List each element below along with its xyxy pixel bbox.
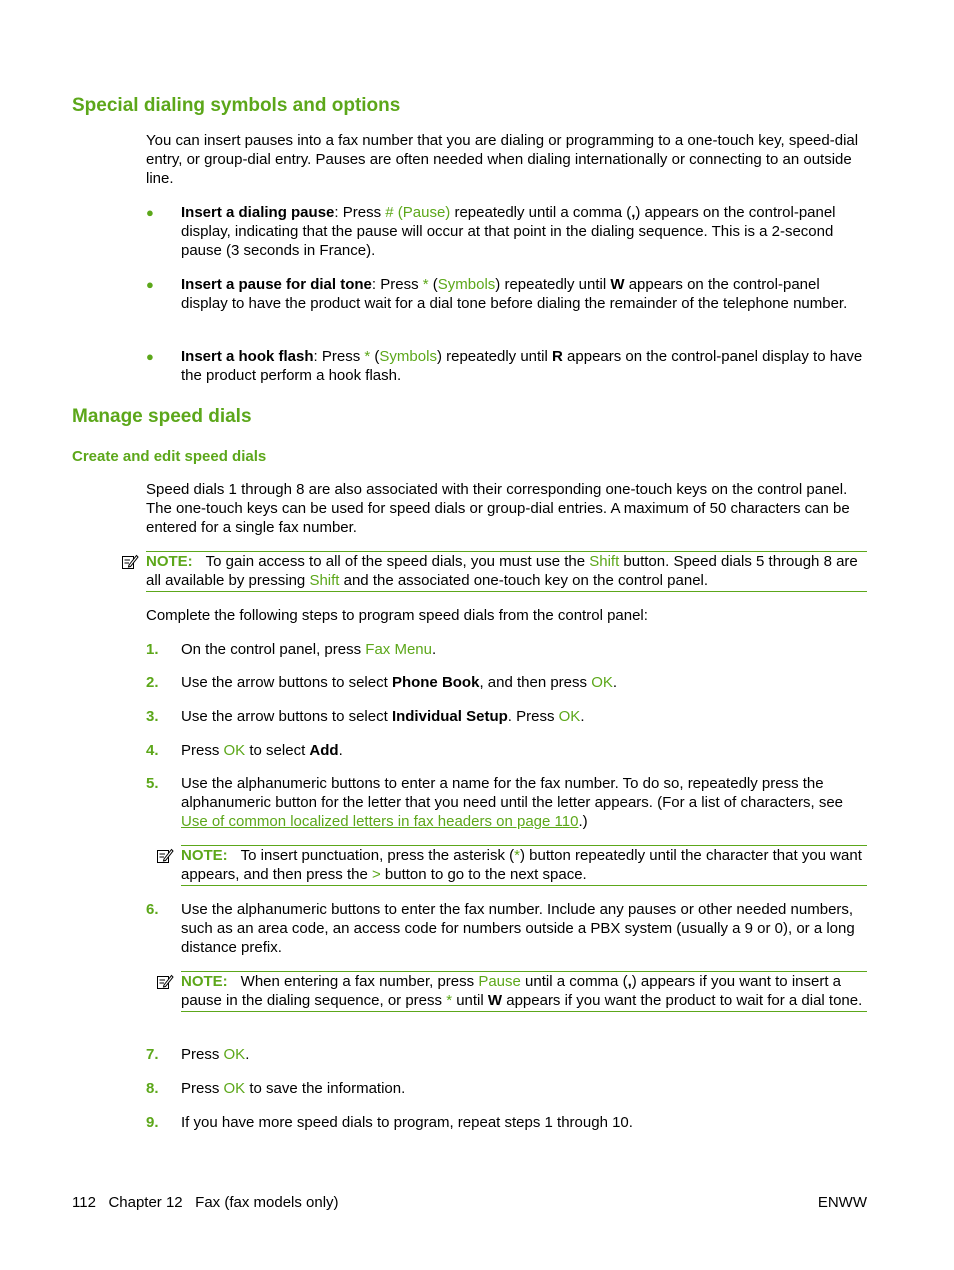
page-footer-right: ENWW xyxy=(817,1194,867,1211)
step-text: On the control panel, press Fax Menu. xyxy=(181,641,437,658)
step-number: 2. xyxy=(146,674,159,691)
step-number: 7. xyxy=(146,1046,159,1063)
note-text: NOTE: When entering a fax number, press Pause until a comma (,) appears if you want to insert a pause in the dialing sequence, or press * until W appears if you want the product to wait for a dial tone. xyxy=(181,973,863,1009)
chapter-label: Chapter 12 xyxy=(108,1194,183,1211)
step-text: Use the arrow buttons to select Phone Book, and then press OK. xyxy=(181,674,618,691)
step-text: Use the alphanumeric buttons to enter a name for the fax number. To do so, repeatedly press the alphanumeric button for the letter that you need until the letter appears. (For a list of characters, see Use of common localized letters in fax headers on page 110.) xyxy=(181,775,844,830)
note-pencil-icon xyxy=(156,847,174,865)
note-box xyxy=(181,845,867,886)
steps-intro: Complete the following steps to program speed dials from the control panel: xyxy=(146,607,648,624)
page-number: 112 xyxy=(72,1194,96,1211)
step-number: 8. xyxy=(146,1080,159,1097)
step-text: Press OK to select Add. xyxy=(181,742,343,759)
bullet-text: Insert a pause for dial tone: Press * (Symbols) repeatedly until W appears on the control-panel display to have the product wait for a dial tone before dialing the remainder of the telephone number. xyxy=(181,276,848,312)
step-text: If you have more speed dials to program, repeat steps 1 through 10. xyxy=(181,1114,633,1131)
step-number: 3. xyxy=(146,708,159,725)
note-pencil-icon xyxy=(121,553,139,571)
step-number: 1. xyxy=(146,641,159,658)
step-text: Use the arrow buttons to select Individual Setup. Press OK. xyxy=(181,708,585,725)
bullet-text: Insert a dialing pause: Press # (Pause) repeatedly until a comma (,) appears on the control-panel display, indicating that the pause will occur at that point in the dialing sequence. This is a 2-second pause (3 seconds in France). xyxy=(181,204,836,259)
bullet-dot-icon: ● xyxy=(146,277,154,292)
cross-reference-link[interactable]: Use of common localized letters in fax headers on page 110 xyxy=(181,813,579,830)
note-box xyxy=(146,551,867,592)
step-number: 5. xyxy=(146,775,159,792)
step-text: Use the alphanumeric buttons to enter the fax number. Include any pauses or other needed numbers, such as an area code, an access code for numbers outside a PBX system (usually a 9 or 0), or a long distance prefix. xyxy=(181,901,855,956)
note-text: NOTE: To insert punctuation, press the asterisk (*) button repeatedly until the character that you want appears, and then press the > button to go to the next space. xyxy=(181,847,862,883)
step-number: 9. xyxy=(146,1114,159,1131)
note-label: NOTE: xyxy=(146,553,193,570)
bullet-dot-icon: ● xyxy=(146,205,154,220)
note-pencil-icon xyxy=(156,973,174,991)
page-footer-left xyxy=(72,1193,339,1212)
section-intro-pauses: You can insert pauses into a fax number that you are dialing or programming to a one-touch key, speed-dial entry, or group-dial entry. Pauses are often needed when dialing internationally or connecting to an outside line. xyxy=(146,132,859,187)
note-label: NOTE: xyxy=(181,973,228,990)
bullet-dot-icon: ● xyxy=(146,349,154,364)
bullet-text: Insert a hook flash: Press * (Symbols) repeatedly until R appears on the control-panel display to have the product perform a hook flash. xyxy=(181,348,863,384)
step-text: Press OK to save the information. xyxy=(181,1080,406,1097)
section-title-manage-speed-dials: Manage speed dials xyxy=(72,406,252,427)
subsection-title-create-edit: Create and edit speed dials xyxy=(72,448,267,465)
note-box xyxy=(181,971,867,1012)
note-text: NOTE: To gain access to all of the speed dials, you must use the Shift button. Speed dials 5 through 8 are all available by pressing Shift and the associated one-touch key on the control panel. xyxy=(146,553,858,589)
note-label: NOTE: xyxy=(181,847,228,864)
step-number: 4. xyxy=(146,742,159,759)
section-title-special-dialing: Special dialing symbols and options xyxy=(72,95,401,116)
step-text: Press OK. xyxy=(181,1046,250,1063)
chapter-title: Fax (fax models only) xyxy=(195,1194,339,1211)
section-intro-speed-dials: Speed dials 1 through 8 are also associated with their corresponding one-touch keys on the control panel. The one-touch keys can be used for speed dials or group-dial entries. A maximum of 50 characters can be entered for a single fax number. xyxy=(146,481,850,536)
step-number: 6. xyxy=(146,901,159,918)
